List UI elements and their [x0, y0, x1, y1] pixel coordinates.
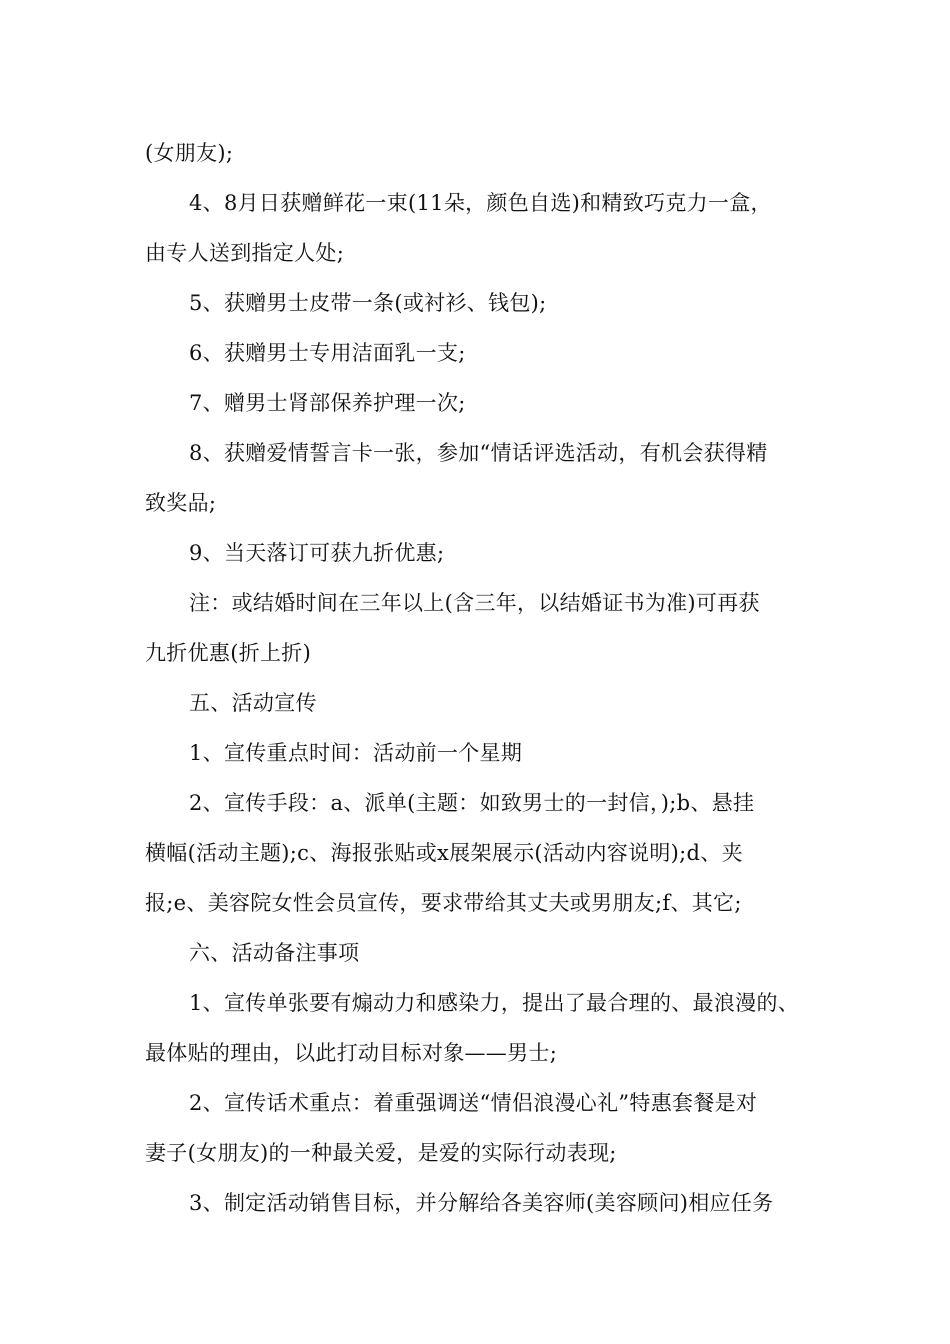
- text-line-20: 2、宣传话术重点：着重强调送“情侣浪漫心礼”特惠套餐是对: [189, 1091, 758, 1115]
- text-line-15: 横幅(活动主题);c、海报张贴或x展架展示(活动内容说明);d、夹: [145, 841, 743, 865]
- text-line-8: 致奖品;: [145, 491, 217, 515]
- text-line-6: 7、赠男士肾部保养护理一次;: [189, 391, 466, 415]
- text-line-13: 1、宣传重点时间：活动前一个星期: [189, 741, 523, 765]
- text-line-1: (女朋友);: [145, 141, 234, 165]
- text-line-10: 注：或结婚时间在三年以上(含三年，以结婚证书为准)可再获: [189, 591, 760, 615]
- text-line-22: 3、制定活动销售目标，并分解给各美容师(美容顾问)相应任务: [189, 1191, 774, 1215]
- text-line-5: 6、获赠男士专用洁面乳一支;: [189, 341, 466, 365]
- text-line-7: 8、获赠爱情誓言卡一张，参加“情话评选活动，有机会获得精: [189, 441, 768, 465]
- text-line-16: 报;e、美容院女性会员宣传，要求带给其丈夫或男朋友;f、其它;: [145, 891, 742, 915]
- text-line-4: 5、获赠男士皮带一条(或衬衫、钱包);: [189, 291, 547, 315]
- text-line-19: 最体贴的理由，以此打动目标对象——男士;: [145, 1041, 558, 1065]
- section-heading-publicity: 五、活动宣传: [189, 691, 317, 715]
- text-line-21: 妻子(女朋友)的一种最关爱，是爱的实际行动表现;: [145, 1141, 617, 1165]
- document-body: [145, 128, 825, 1228]
- section-heading-notes: 六、活动备注事项: [189, 941, 360, 965]
- text-line-2: 4、8月日获赠鲜花一束(11朵，颜色自选)和精致巧克力一盒，: [189, 191, 772, 215]
- text-line-14: 2、宣传手段：a、派单(主题：如致男士的一封信，);b、悬挂: [189, 791, 755, 815]
- text-line-3: 由专人送到指定人处;: [145, 241, 345, 265]
- text-line-11: 九折优惠(折上折): [145, 641, 312, 665]
- text-line-18: 1、宣传单张要有煽动力和感染力，提出了最合理的、最浪漫的、: [189, 991, 800, 1015]
- text-line-9: 9、当天落订可获九折优惠;: [189, 541, 445, 565]
